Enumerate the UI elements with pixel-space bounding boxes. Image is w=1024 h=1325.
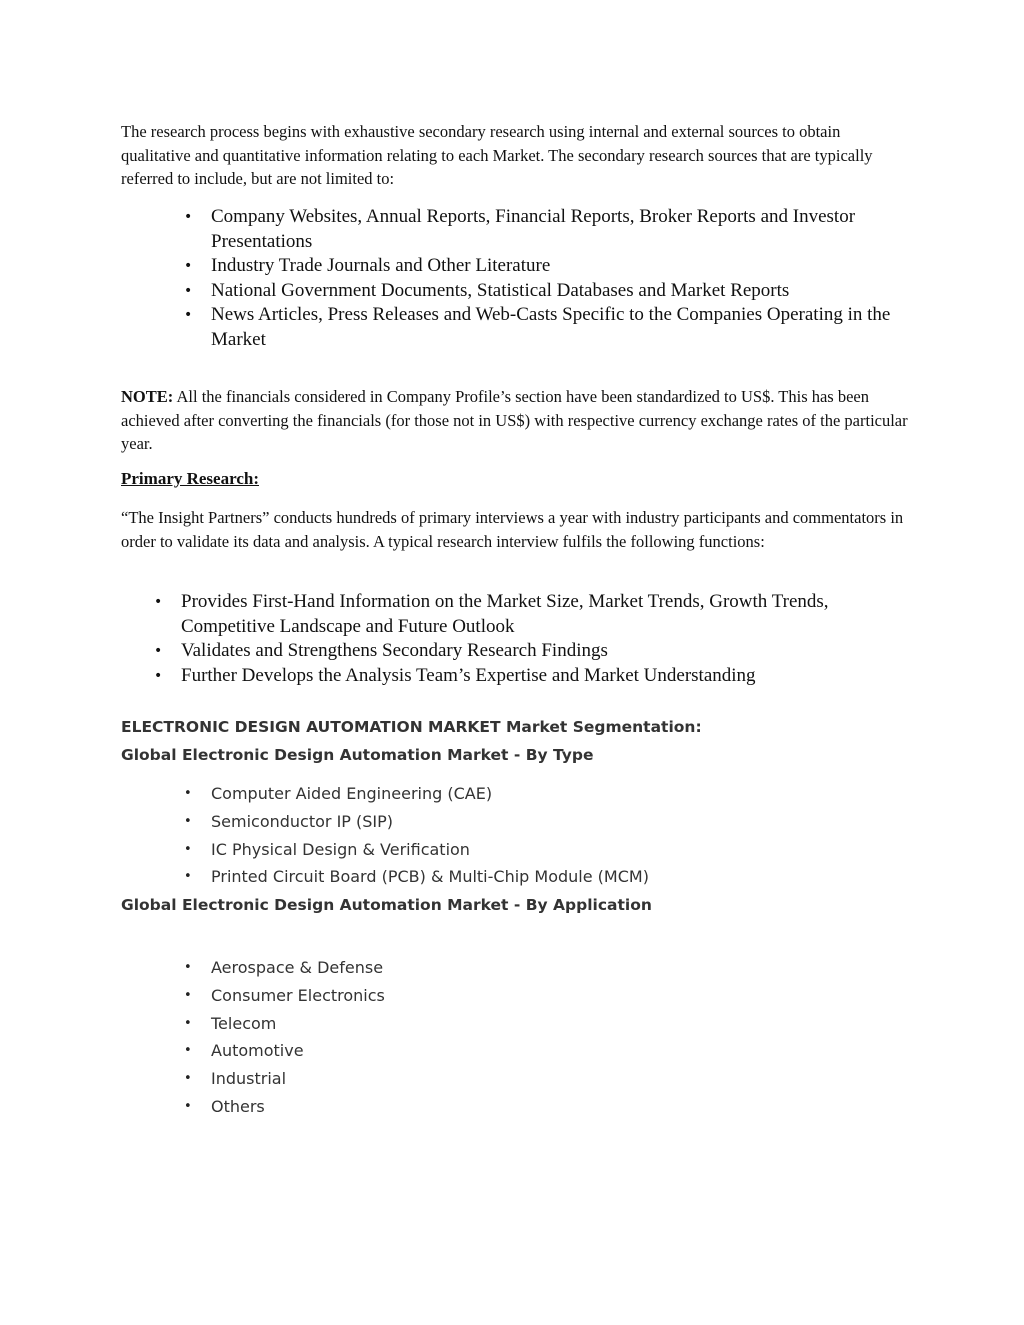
bullet-icon: • (184, 869, 192, 885)
bullet-icon: • (184, 1071, 192, 1087)
list-item: • Industry Trade Journals and Other Literature (211, 254, 911, 279)
bullet-icon: • (184, 813, 192, 829)
list-item: • Automotive (211, 1037, 385, 1065)
bullet-icon: • (184, 786, 192, 801)
bullet-icon: • (184, 258, 193, 274)
by-application-heading: Global Electronic Design Automation Market - By Application (121, 896, 652, 914)
bullet-icon: • (184, 1043, 192, 1059)
list-item: • Validates and Strengthens Secondary Research Findings (181, 639, 921, 664)
note-label: NOTE: (121, 387, 174, 406)
intro-paragraph: The research process begins with exhaustive secondary research using internal and external sources to obtain qualitative and quantitative information relating to each Market. The secondary research sources that are typically referred to include, but are not limited to: (121, 122, 873, 188)
bullet-icon: • (184, 282, 193, 299)
list-item: • News Articles, Press Releases and Web-Casts Specific to the Companies Operating in the Market (184, 304, 891, 350)
list-item: • Semiconductor IP (SIP) (211, 808, 649, 836)
list-item: • National Government Documents, Statistical Databases and Market Reports (211, 279, 911, 304)
by-type-heading: Global Electronic Design Automation Market - By Type (121, 746, 594, 764)
bullet-icon: • (184, 960, 192, 975)
bullet-icon: • (184, 1098, 192, 1114)
list-item: • Industrial (211, 1065, 385, 1093)
bullet-icon: • (184, 209, 193, 225)
list-item: • Aerospace & Defense (211, 954, 385, 982)
bullet-icon: • (154, 667, 163, 684)
by-application-list (184, 954, 385, 1121)
list-item: • Consumer Electronics (211, 982, 385, 1010)
by-type-list (184, 780, 649, 891)
primary-research-paragraph: “The Insight Partners” conducts hundreds of primary interviews a year with industry participants and commentators in order to validate its data and analysis. A typical research interview fulfils the following functions: (121, 508, 904, 551)
list-item: • IC Physical Design & Verification (211, 836, 649, 864)
bullet-icon: • (154, 643, 163, 659)
bullet-icon: • (184, 1015, 192, 1031)
list-item: • Company Websites, Annual Reports, Financial Reports, Broker Reports and Investor Presentations (184, 206, 856, 252)
bullet-icon: • (184, 987, 192, 1003)
bullet-icon: • (184, 307, 193, 323)
list-item: • Printed Circuit Board (PCB) & Multi-Chip Module (MCM) (211, 863, 649, 891)
list-item: • Further Develops the Analysis Team’s Expertise and Market Understanding (181, 664, 921, 689)
primary-functions-list (154, 590, 921, 688)
note-text: All the financials considered in Company Profile’s section have been standardized to US$. This has been achieved after converting the financials (for those not in US$) with respective currency exchange rates of the particular year. (121, 387, 908, 453)
list-item: • Telecom (211, 1010, 385, 1038)
primary-research-heading: Primary Research: (121, 469, 259, 488)
list-item: • Computer Aided Engineering (CAE) (211, 780, 649, 808)
note-paragraph (121, 385, 911, 456)
list-item: • Provides First-Hand Information on the Market Size, Market Trends, Growth Trends, Competitive Landscape and Future Outlook (154, 591, 829, 637)
bullet-icon: • (184, 841, 192, 857)
bullet-icon: • (154, 594, 163, 610)
segmentation-heading: ELECTRONIC DESIGN AUTOMATION MARKET Market Segmentation: (121, 718, 702, 736)
list-item: • Others (211, 1093, 385, 1121)
secondary-sources-list (184, 205, 911, 352)
